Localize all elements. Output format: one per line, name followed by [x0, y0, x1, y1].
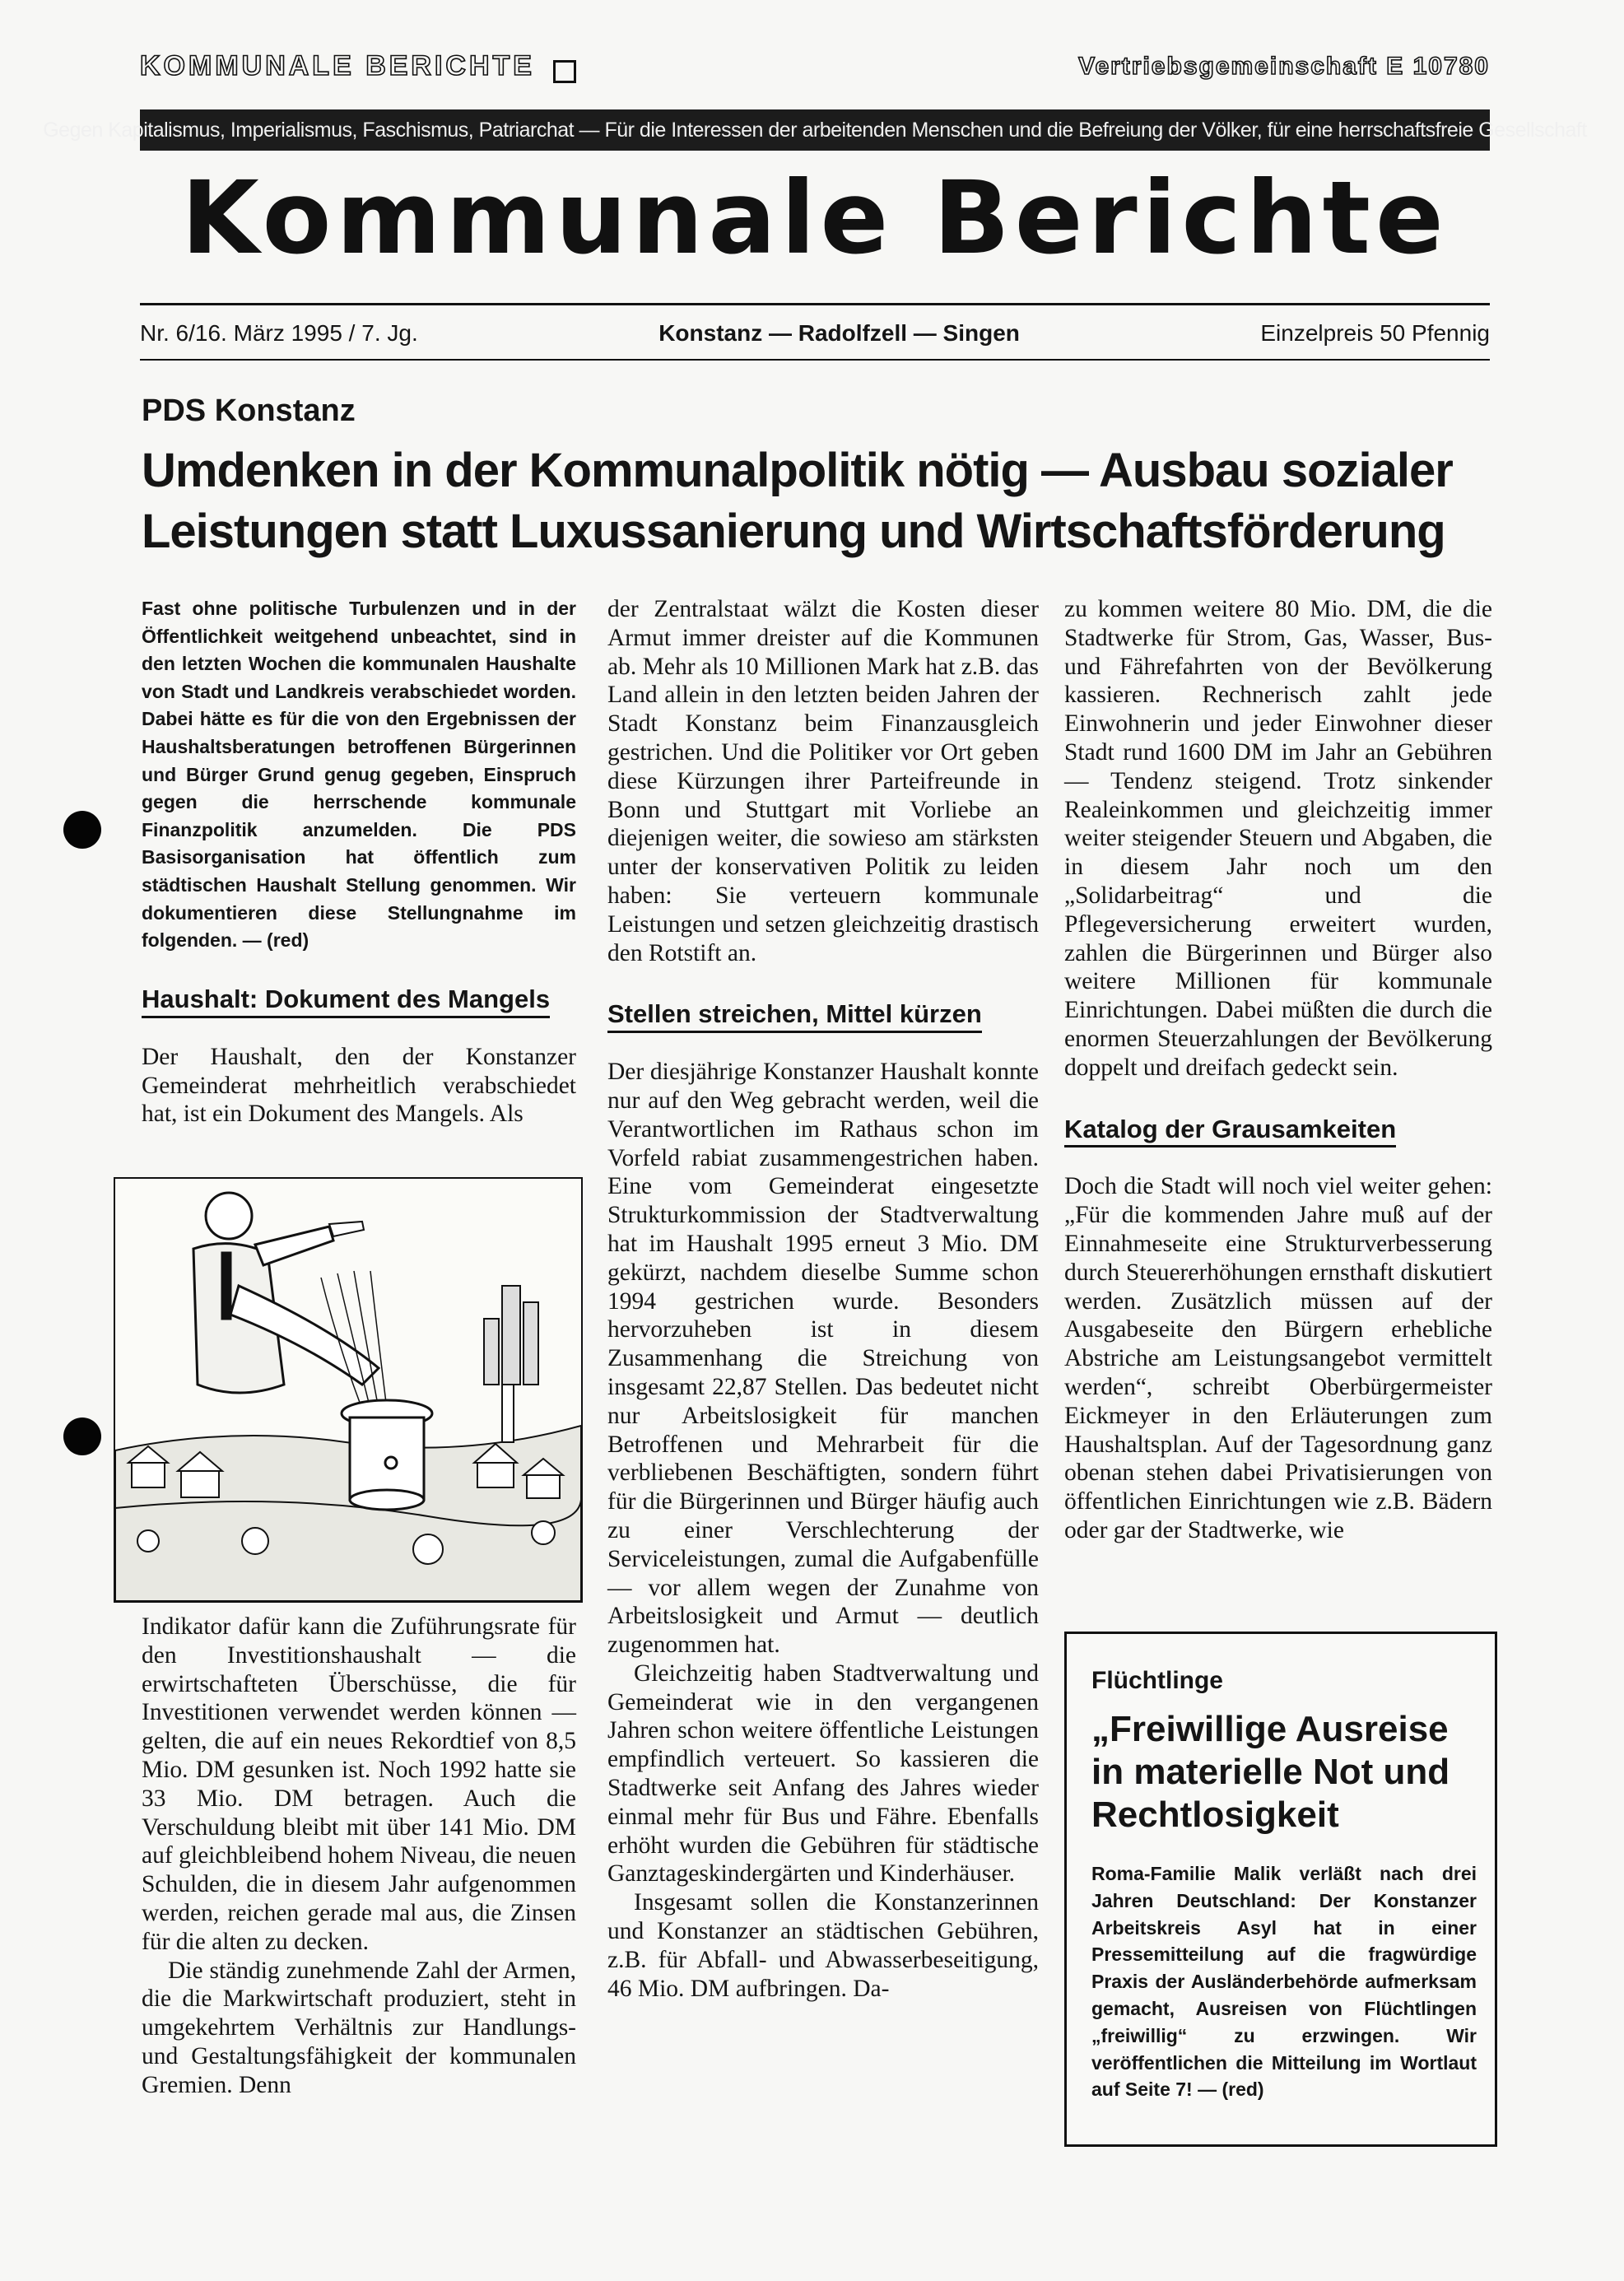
paragraph: Indikator dafür kann die Zuführungsrate für den Investitionshaushalt — die erwirtschafteten Überschüsse, die für Investitionen verwendet werden können — gelten, die auf ein neues Rekordtief von 8,5 Mio. DM gesunken ist. Noch 1992 hatte sie 33 Mio. DM betragen. Auch die Verschuldung bleibt mit über 141 Mio. DM auf gleichbleibend hohem Niveau, die neuen Schulden, die in diesem Jahr aufgenommen werden, reichen gerade mal aus, die Zinsen für die alten zu decken.	[142, 1613, 576, 1955]
box-text: Roma-Familie Malik verläßt nach drei Jahren Deutschland: Der Konstanzer Arbeitskreis Asyl hat in einer Pressemitteilung auf die fragwürdige Praxis der Ausländerbehörde aufmerksam gemacht, Ausreisen von Flüchtlingen „freiwillig“ zu erzwingen. Wir veröffentlichen die Mitteilung im Wortlaut auf Seite 7! — (red)	[1091, 1863, 1477, 2101]
headline-line-2: Leistungen statt Luxussanierung und Wirtschaftsförderung	[142, 505, 1445, 558]
paragraph: Doch die Stadt will noch viel weiter gehen: „Für die kommenden Jahre muß auf der Einnahmeseite eine Strukturverbesserung durch Steuererhöhungen ernsthaft diskutiert werden. Zusätzlich müssen auf der Ausgabeseite den Bürgern erhebliche Abstriche am Leistungsangebot vermittelt werden“, schreibt Oberbürgermeister Eickmeyer in den Erläuterungen zum Haushaltsplan. Auf der Tagesordnung ganz obenan stehen dabei Privatisierungen von öffentlichen Einrichtungen wie z.B. Bädern oder gar der Stadtwerke, wie	[1064, 1173, 1492, 1543]
slogan-text: Gegen Kapitalismus, Imperialismus, Faschismus, Patriarchat — Für die Interessen der arbeitenden Menschen und die Befreiung der Völker, für eine herrschaftsfreie Gesellschaft	[43, 118, 1587, 142]
issue-number: Nr. 6/16. März 1995 / 7. Jg.	[140, 320, 418, 346]
subhead-katalog: Katalog der Grausamkeiten	[1064, 1115, 1396, 1148]
cartoon-drawing	[115, 1179, 581, 1601]
paragraph: Der Haushalt, den der Konstanzer Gemeinderat mehrheitlich verabschiedet hat, ist ein Dokument des Mangels. Als	[142, 1043, 576, 1128]
article-lead: Fast ohne politische Turbulenzen und in der Öffentlichkeit weitgehend unbeachtet, sind in den letzten Wochen die kommunalen Haushalte von Stadt und Landkreis verabschiedet worden. Dabei hätte es für die von den Ergebnissen der Haushaltsberatungen betroffenen Bürgerinnen und Bürger Grund genug gegeben, Einspruch gegen die herrschende kommunale Finanzpolitik anzumelden. Die PDS Basisorganisation hat öffentlich zum städtischen Haushalt Stellung genommen. Wir dokumentieren diese Stellungnahme im folgenden. — (red)	[142, 598, 576, 952]
price-label: Einzelpreis 50 Pfennig	[1260, 320, 1490, 346]
column-1-continued	[142, 1613, 576, 2100]
column-2	[607, 595, 1039, 2003]
cartoon-illustration	[114, 1177, 583, 1603]
masthead-series-name: KOMMUNALE BERICHTE	[140, 49, 535, 81]
article-kicker: PDS Konstanz	[142, 393, 356, 428]
paragraph: Gleichzeitig haben Stadtverwaltung und Gemeinderat wie in den vergangenen Jahren schon weitere öffentliche Leistungen empfindlich verteuert. So kassieren die Stadtwerke seit Anfang des Jahres wieder einmal mehr für Bus und Fähre. Ebenfalls erhöht wurden die Gebühren für städtische Ganztageskindergärten und Kinderhäuser.	[607, 1660, 1039, 1888]
issue-info-bar	[140, 313, 1490, 354]
divider	[140, 303, 1490, 305]
paragraph: Insgesamt sollen die Konstanzerinnen und Konstanzer an städtischen Gebühren, z.B. für Abfall- und Abwasserbeseitigung, 46 Mio. DM aufbringen. Da-	[607, 1889, 1039, 2002]
refugee-news-box	[1064, 1632, 1497, 2147]
distribution-number: Vertriebsgemeinschaft E 10780	[1078, 53, 1490, 80]
article-headline	[142, 440, 1475, 562]
box-label: Flüchtlinge	[1091, 1667, 1223, 1694]
region-line: Konstanz — Radolfzell — Singen	[658, 320, 1020, 346]
headline-line-1: Umdenken in der Kommunalpolitik nötig — Ausbau sozialer	[142, 444, 1453, 497]
paragraph: Der diesjährige Konstanzer Haushalt konnte nur auf den Weg gebracht werden, weil die Verantwortlichen im Rathaus schon im Vorfeld rabiat zusammengestrichen haben. Eine vom Gemeinderat eingesetzte Strukturkommission der Stadtverwaltung hat im Haushalt 1995 erneut 3 Mio. DM gekürzt, nachdem dieselbe Summe schon 1994 gestrichen wurde. Besonders hervorzuheben ist in diesem Zusammenhang die Streichung von insgesamt 22,87 Stellen. Das bedeutet nicht nur Arbeitslosigkeit für manchen Betroffenen und Mehrarbeit für die verbliebenen Beschäftigten, sondern führt für die Bürgerinnen und Bürger häufig auch zu einer Verschlechterung der Serviceleistungen, zumal die Aufgabenfülle — vor allem wegen der Zunahme von Arbeitslosigkeit und Armut — deutlich zugenommen hat.	[607, 1059, 1039, 1659]
slogan-banner	[43, 109, 1587, 151]
punch-hole	[63, 1417, 101, 1455]
newspaper-title: Kommunale Berichte	[181, 160, 1449, 277]
paragraph: der Zentralstaat wälzt die Kosten dieser Armut immer dreister auf die Kommunen ab. Mehr als 10 Millionen Mark hat z.B. das Land allein in den letzten beiden Jahren der Stadt Konstanz beim Finanzausgleich gestrichen. Und die Politiker vor Ort geben diese Kürzungen ihrer Parteifreunde in Bonn und Stuttgart mit Vorliebe an diejenigen weiter, die sowieso am stärksten unter der konservativen Politik zu leiden haben: Sie verteuern kommunale Leistungen und setzen gleichzeitig drastisch den Rotstift an.	[607, 596, 1039, 966]
divider	[140, 359, 1490, 361]
masthead-top-line	[140, 48, 1490, 86]
box-headline: „Freiwillige Ausreise in materielle Not und Rechtlosigkeit	[1091, 1709, 1450, 1835]
punch-hole	[63, 811, 101, 849]
column-3	[1064, 595, 1492, 1545]
subhead-haushalt: Haushalt: Dokument des Mangels	[142, 985, 550, 1018]
square-icon	[553, 60, 576, 83]
column-1	[142, 595, 576, 1129]
paragraph: zu kommen weitere 80 Mio. DM, die die Stadtwerke für Strom, Gas, Wasser, Bus- und Fährefahrten von der Bevölkerung kassieren. Rechnerisch zahlt jede Einwohnerin und jeder Einwohner dieser Stadt rund 1600 DM im Jahr an Gebühren — Tendenz steigend. Trotz sinkender Realeinkommen und gleichzeitig immer weiter steigender Steuern und Abgaben, die in diesem Jahr noch um den „Solidarbeitrag“ und die Pflegeversicherung erweitert wurden, zahlen die Bürgerinnen und Bürger also weitere Millionen für kommunale Einrichtungen. Dabei müßten die durch die enormen Steuerzahlungen der Bevölkerung doppelt und dreifach gedeckt sein.	[1064, 596, 1492, 1081]
paragraph: Die ständig zunehmende Zahl der Armen, die die Markwirtschaft produziert, steht in umgekehrtem Verhältnis zur Handlungs- und Gestaltungsfähigkeit der kommunalen Gremien. Denn	[142, 1957, 576, 2098]
subhead-stellen: Stellen streichen, Mittel kürzen	[607, 1000, 982, 1033]
